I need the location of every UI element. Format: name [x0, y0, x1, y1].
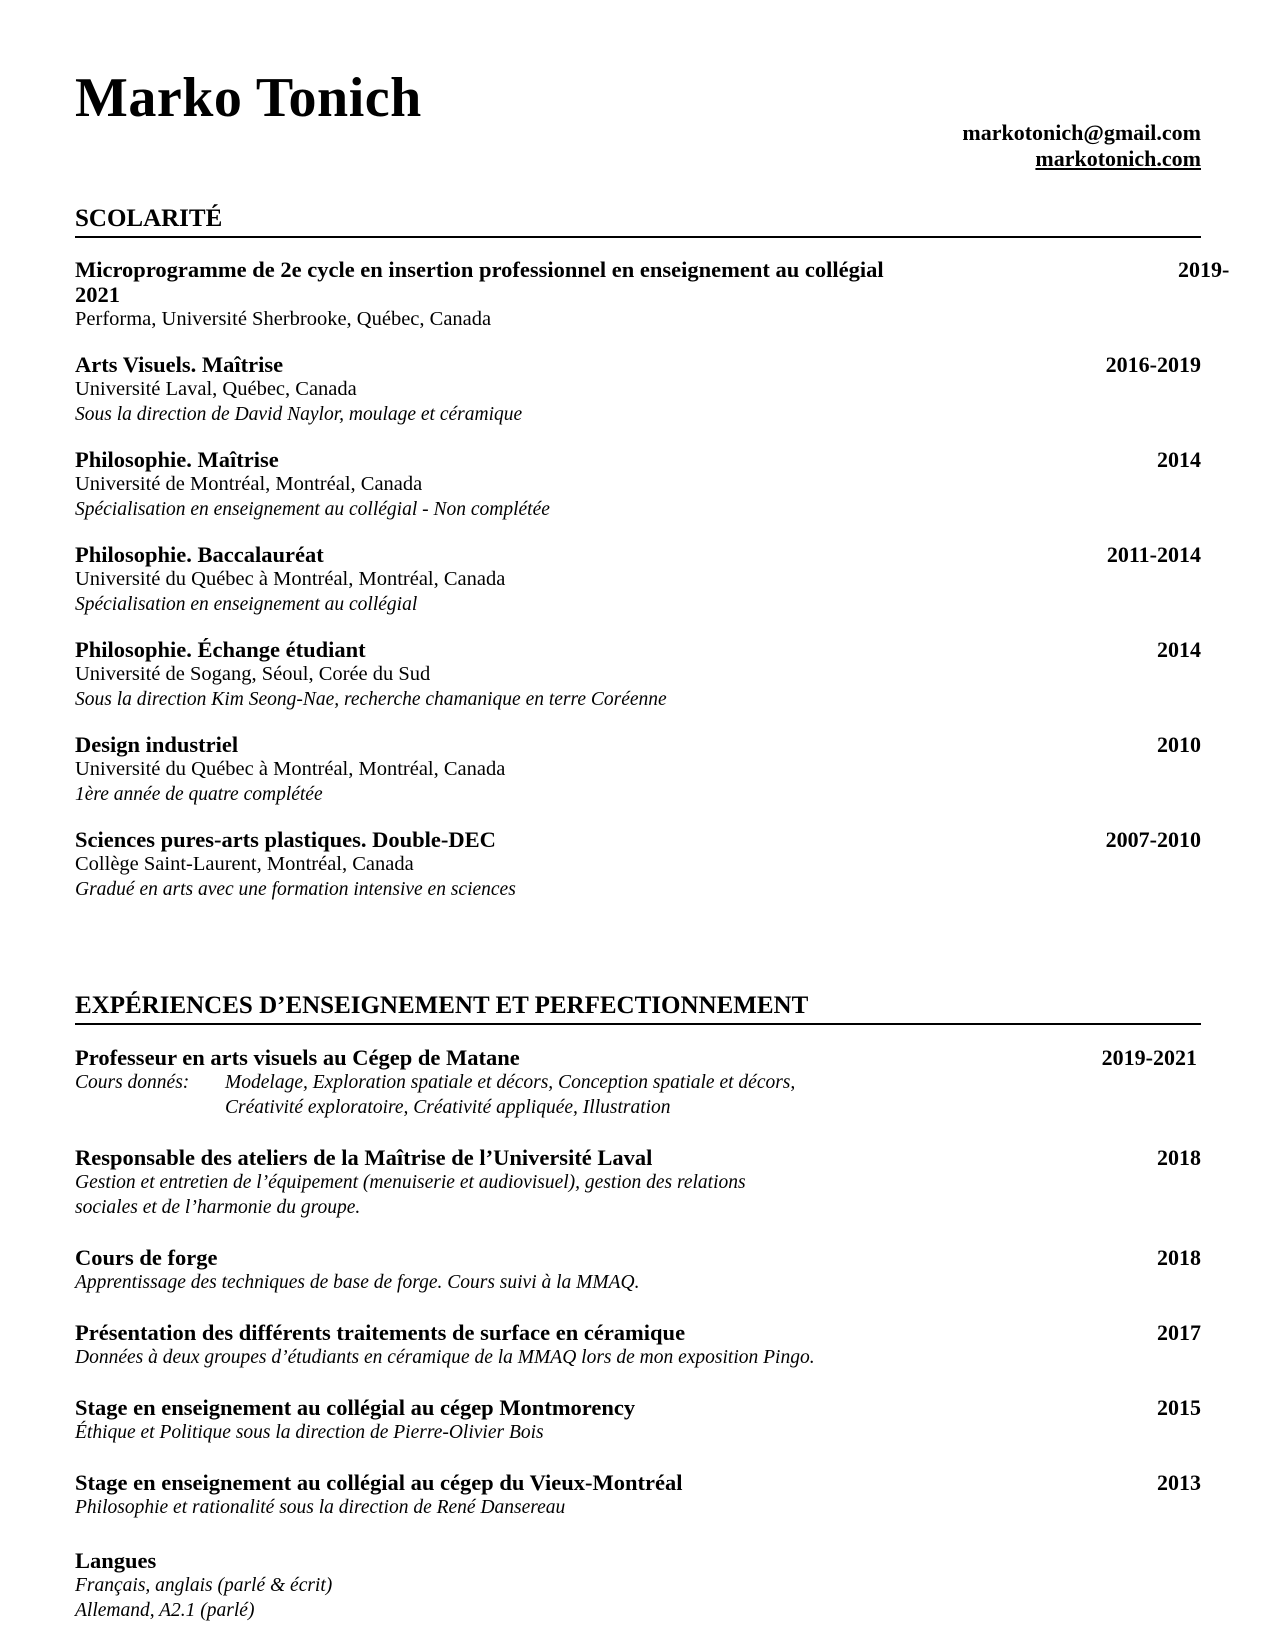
courses-list: Modelage, Exploration spatiale et décors, Conception spatiale et décors, Créativité exploratoire, Créativité appliquée, Illustration [225, 1072, 796, 1118]
entry-date-end: 2021 [75, 282, 120, 307]
entry-date: 2011-2014 [1106, 542, 1201, 567]
experience-entry [75, 1395, 1201, 1445]
entry-institution: Collège Saint-Laurent, Montréal, Canada [75, 853, 414, 875]
entry-note: Gradué en arts avec une formation intensive en sciences [75, 879, 516, 900]
entry-institution: Université du Québec à Montréal, Montréal, Canada [75, 568, 506, 590]
entry-title: Design industriel [75, 732, 239, 757]
entry-institution: Performa, Université Sherbrooke, Québec, Canada [75, 308, 492, 330]
entry-title: Stage en enseignement au collégial au cégep du Vieux-Montréal [75, 1470, 683, 1495]
education-heading: SCOLARITÉ [75, 204, 1201, 238]
languages-block [75, 1548, 1201, 1623]
entry-date: 2014 [1157, 447, 1201, 472]
entry-title: Philosophie. Baccalauréat [75, 542, 324, 567]
courses-block [75, 1070, 1201, 1120]
language-line: Allemand, A2.1 (parlé) [75, 1600, 255, 1621]
experience-entry [75, 1470, 1201, 1520]
education-entry [75, 257, 1230, 332]
candidate-name: Marko Tonich [75, 67, 422, 129]
entry-date: 2015 [1157, 1395, 1201, 1420]
entry-institution: Université de Montréal, Montréal, Canada [75, 473, 423, 495]
entry-date: 2013 [1157, 1470, 1201, 1495]
contact-block [962, 120, 1201, 172]
entry-title: Philosophie. Échange étudiant [75, 637, 366, 662]
entry-title: Présentation des différents traitements de surface en céramique [75, 1320, 686, 1345]
experience-entry [75, 1245, 1201, 1295]
entry-note: Spécialisation en enseignement au collégial - Non complétée [75, 499, 550, 520]
entry-date: 2019-2021 [1101, 1045, 1197, 1070]
entry-title: Philosophie. Maîtrise [75, 447, 279, 472]
entry-institution: Université du Québec à Montréal, Montréal, Canada [75, 758, 506, 780]
entry-note: Éthique et Politique sous la direction de Pierre-Olivier Bois [75, 1422, 544, 1443]
entry-note: Philosophie et rationalité sous la direction de René Dansereau [75, 1497, 566, 1518]
entry-note: Apprentissage des techniques de base de forge. Cours suivi à la MMAQ. [75, 1272, 640, 1293]
entry-note: 1ère année de quatre complétée [75, 784, 323, 805]
resume-page [75, 0, 1230, 1650]
entry-date: 2016-2019 [1105, 352, 1201, 377]
entry-date: 2014 [1157, 637, 1201, 662]
entry-note: Spécialisation en enseignement au collégial [75, 594, 418, 615]
entry-title: Stage en enseignement au collégial au cégep Montmorency [75, 1395, 636, 1420]
entry-note: Gestion et entretien de l’équipement (menuiserie et audiovisuel), gestion des relations [75, 1172, 746, 1193]
website-link[interactable]: markotonich.com [1035, 146, 1201, 171]
education-entry [75, 447, 1201, 522]
education-entry [75, 732, 1201, 807]
entry-date: 2018 [1157, 1245, 1201, 1270]
entry-date: 2007-2010 [1105, 827, 1201, 852]
entry-title: Professeur en arts visuels au Cégep de Matane [75, 1045, 520, 1070]
email-link[interactable]: markotonich@gmail.com [962, 120, 1201, 145]
language-line: Français, anglais (parlé & écrit) [75, 1575, 333, 1596]
education-entry [75, 352, 1201, 427]
entry-note: Sous la direction de David Naylor, moulage et céramique [75, 404, 523, 425]
entry-title: Microprogramme de 2e cycle en insertion professionnel en enseignement au collégial [75, 257, 884, 282]
entry-title: Responsable des ateliers de la Maîtrise de l’Université Laval [75, 1145, 653, 1170]
entry-date: 2019- [1178, 257, 1230, 282]
languages-title: Langues [75, 1548, 157, 1573]
entry-institution: Université Laval, Québec, Canada [75, 378, 357, 400]
experience-entry [75, 1145, 1201, 1220]
experience-entry [75, 1045, 1201, 1120]
education-entry [75, 542, 1201, 617]
education-entry [75, 827, 1201, 902]
entry-note: sociales et de l’harmonie du groupe. [75, 1197, 361, 1218]
entry-date: 2010 [1157, 732, 1201, 757]
entry-institution: Université de Sogang, Séoul, Corée du Sud [75, 663, 431, 685]
entry-title: Arts Visuels. Maîtrise [75, 352, 284, 377]
entry-date: 2017 [1157, 1320, 1201, 1345]
courses-label: Cours donnés: [75, 1072, 190, 1093]
education-entry [75, 637, 1201, 712]
entry-title: Cours de forge [75, 1245, 218, 1270]
experience-entry [75, 1320, 1201, 1370]
entry-date: 2018 [1157, 1145, 1201, 1170]
entry-note: Sous la direction Kim Seong-Nae, recherche chamanique en terre Coréenne [75, 689, 667, 710]
entry-note: Données à deux groupes d’étudiants en céramique de la MMAQ lors de mon exposition Pingo. [75, 1347, 815, 1368]
entry-title: Sciences pures-arts plastiques. Double-DEC [75, 827, 496, 852]
experience-heading: EXPÉRIENCES D’ENSEIGNEMENT ET PERFECTIONNEMENT [75, 991, 1201, 1025]
